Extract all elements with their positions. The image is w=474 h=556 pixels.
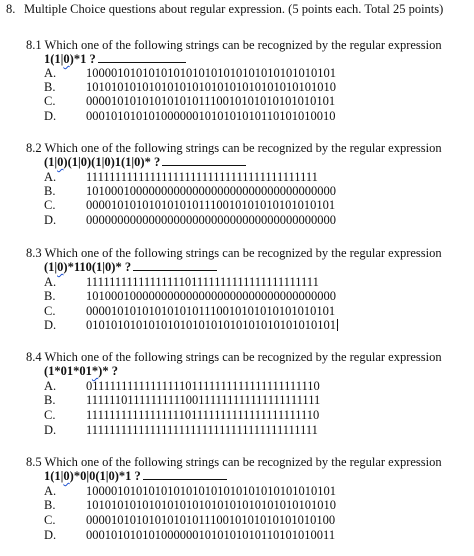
option-letter: A.: [44, 275, 57, 289]
question-prompt: 8.4 Which one of the following strings can be recognized by the regular expression: [26, 350, 442, 364]
question-prompt: 8.3 Which one of the following strings can be recognized by the regular expression: [26, 246, 442, 260]
option-b: [44, 394, 320, 407]
option-letter: D.: [44, 109, 57, 123]
option-d: [44, 529, 335, 542]
text-cursor: [337, 319, 338, 331]
option-c: [44, 514, 335, 527]
option-c: [44, 305, 335, 318]
option-c: [44, 199, 335, 212]
regex-part-underlined: *: [91, 364, 99, 378]
option-letter: D.: [44, 423, 57, 437]
regex-expression: [44, 364, 118, 379]
option-text: 0001010101010000001010101010110101010011: [86, 528, 336, 542]
option-letter: D.: [44, 528, 57, 542]
option-text: 1010001000000000000000000000000000000000: [86, 184, 336, 198]
option-d: [44, 319, 338, 332]
option-text: 1111111111111111111111111111111111111111: [86, 423, 318, 437]
regex-expression: [44, 52, 186, 67]
option-letter: B.: [44, 393, 56, 407]
regex-part-underlined: 0: [57, 155, 64, 169]
section-number: 8.: [6, 2, 16, 16]
option-letter: B.: [44, 498, 56, 512]
regex-part: 1(1|: [44, 469, 64, 483]
option-text: 0000000000000000000000000000000000000000: [86, 213, 336, 227]
option-text: 1010001000000000000000000000000000000000: [86, 289, 336, 303]
option-b: [44, 290, 336, 303]
regex-expression: [44, 155, 246, 170]
answer-blank: [98, 53, 186, 63]
option-text: 1111110111111111100111111111111111111111: [86, 393, 321, 407]
option-text: 0001010101010000001010101010110101010010: [86, 109, 336, 123]
option-text: 0111111111111111101111111111111111111110: [86, 379, 320, 393]
regex-part: (1*01*01: [44, 364, 92, 378]
regex-part: )*0|0(1|0)*1 ?: [69, 469, 141, 483]
option-a: [44, 276, 319, 289]
option-text: 1111111111111111101111111111111111111111: [86, 275, 319, 289]
option-letter: A.: [44, 170, 57, 184]
regex-part-underlined: 0: [63, 52, 70, 66]
option-d: [44, 424, 318, 437]
regex-part: )(1|0)(1|0)1(1|0)* ?: [63, 155, 161, 169]
option-letter: A.: [44, 379, 57, 393]
option-text: 0101010101010101010101010101010101010101: [86, 318, 336, 332]
option-text: 1111111111111111111111111111111111111111: [86, 170, 318, 184]
section-heading: Multiple Choice questions about regular expression. (5 points each. Total 25 points): [24, 2, 444, 16]
option-letter: B.: [44, 80, 56, 94]
option-letter: C.: [44, 513, 56, 527]
answer-blank: [133, 261, 217, 271]
option-text: 0000101010101010101110010101010101010101: [86, 304, 336, 318]
option-a: [44, 67, 336, 80]
option-d: [44, 110, 336, 123]
option-text: 1000010101010101010101010101010101010101: [86, 66, 336, 80]
option-a: [44, 380, 320, 393]
option-b: [44, 185, 336, 198]
option-letter: D.: [44, 318, 57, 332]
regex-part: 1(1|: [44, 52, 64, 66]
answer-blank: [143, 470, 227, 480]
option-letter: B.: [44, 289, 56, 303]
option-b: [44, 81, 336, 94]
option-letter: C.: [44, 94, 56, 108]
option-text: 1010101010101010101010101010101010101010: [86, 498, 336, 512]
regex-part-underlined: 0: [63, 469, 70, 483]
option-a: [44, 485, 336, 498]
option-text: 0000101010101010101110010101010101010101: [86, 94, 336, 108]
regex-part: )*110(1|0)* ?: [63, 260, 132, 274]
question-prompt: 8.5 Which one of the following strings can be recognized by the regular expression: [26, 455, 442, 469]
regex-part: (1|: [44, 260, 58, 274]
option-letter: C.: [44, 304, 56, 318]
regex-part: )* ?: [98, 364, 118, 378]
section-title: [6, 2, 443, 17]
option-text: 0000101010101010101110010101010101010100: [86, 513, 336, 527]
regex-expression: [44, 260, 217, 275]
option-letter: C.: [44, 198, 56, 212]
question-prompt: 8.1 Which one of the following strings can be recognized by the regular expression: [26, 38, 442, 52]
option-text: 1111111111111111101111111111111111111110: [86, 408, 320, 422]
option-letter: C.: [44, 408, 56, 422]
option-letter: A.: [44, 66, 57, 80]
option-b: [44, 499, 336, 512]
regex-part: )*1 ?: [69, 52, 96, 66]
regex-expression: [44, 469, 227, 484]
option-a: [44, 171, 318, 184]
option-c: [44, 95, 335, 108]
answer-blank: [162, 156, 246, 166]
option-letter: B.: [44, 184, 56, 198]
option-text: 1010101010101010101010101010101010101010: [86, 80, 336, 94]
option-letter: D.: [44, 213, 57, 227]
option-text: 0000101010101010101110010101010101010101: [86, 198, 336, 212]
option-d: [44, 214, 336, 227]
regex-part-underlined: 0: [57, 260, 64, 274]
regex-part: (1|: [44, 155, 58, 169]
question-prompt: 8.2 Which one of the following strings can be recognized by the regular expression: [26, 141, 442, 155]
option-letter: A.: [44, 484, 57, 498]
option-text: 1000010101010101010101010101010101010101: [86, 484, 336, 498]
option-c: [44, 409, 319, 422]
